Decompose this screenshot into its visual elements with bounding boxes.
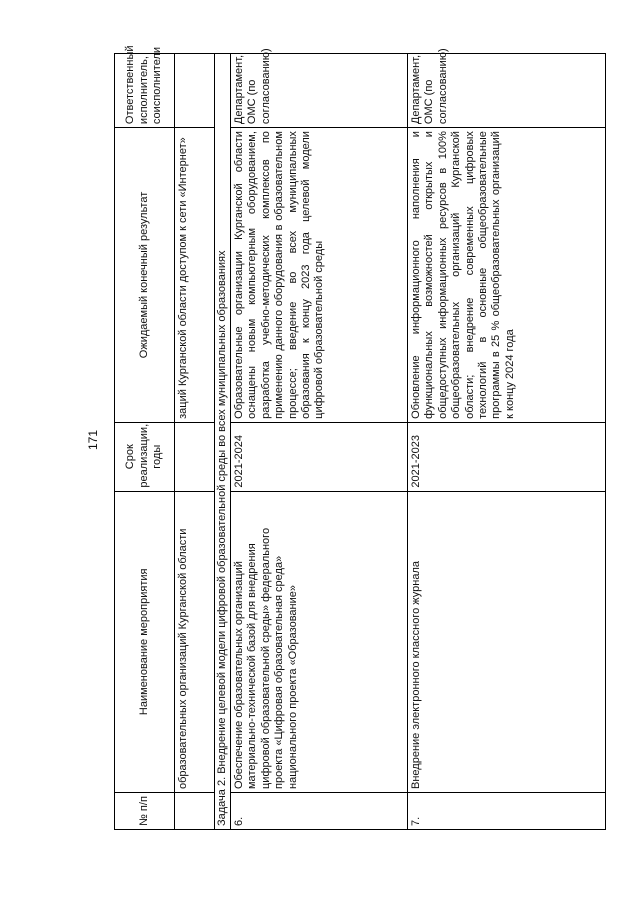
- task-row: [215, 54, 231, 830]
- row-term: 2021-2023: [408, 422, 606, 491]
- header-result: Ожидаемый конечный результат: [115, 128, 175, 423]
- row-name: Обеспечение образовательных организаций материально-технической базой для внедрения цифровой образовательной среды» федерального проекта «Цифровая образовательная среда» национального проекта «Образование»: [231, 491, 408, 792]
- header-name: Наименование мероприятия: [115, 491, 175, 792]
- cont-result: заций Курганской области доступом к сети «Интернет»: [175, 128, 215, 423]
- cont-num: [175, 793, 215, 830]
- continuation-row: [175, 54, 215, 830]
- table-header-row: [115, 54, 175, 830]
- row-result: Образовательные организации Курганской области оснащены новым компьютерным оборудованием, разработка учебно-методических комплексов по применению данного оборудования в образовательном процессе; введение во всех муниципальных образования к концу 2023 года целевой модели цифровой образовательной среды: [231, 128, 408, 423]
- row-num: 7.: [408, 793, 606, 830]
- measures-table: [114, 45, 606, 830]
- table-row: [408, 54, 606, 830]
- row-result: Обновление информационного наполнения и функциональных возможностей открытых и общедоступных информационных ресурсов в 100% общеобразовательных организаций Курганской области; внедрение современных цифровых технологий в основные общеобразовательные программы в 25 % общеобразовательных организаций к концу 2024 года: [408, 128, 606, 423]
- cont-term: [175, 422, 215, 491]
- cont-responsible: [175, 54, 215, 128]
- measures-table-container: [114, 45, 605, 830]
- row-num: 6.: [231, 793, 408, 830]
- header-responsible: Ответственный исполнитель, соисполнители: [115, 54, 175, 128]
- table-row: [231, 54, 408, 830]
- header-term: Срок реализации, годы: [115, 422, 175, 491]
- row-responsible: Департамент, ОМС (по согласованию): [231, 54, 408, 128]
- cont-name: образовательных организаций Курганской области: [175, 491, 215, 792]
- task-heading: Задача 2. Внедрение целевой модели цифровой образовательной среды во всех муниципальных образованиях: [215, 54, 231, 830]
- row-responsible: Департамент, ОМС (по согласованию): [408, 54, 606, 128]
- header-num: № п/п: [115, 793, 175, 830]
- page-number: 171: [86, 429, 100, 451]
- row-name: Внедрение электронного классного журнала: [408, 491, 606, 792]
- row-term: 2021-2024: [231, 422, 408, 491]
